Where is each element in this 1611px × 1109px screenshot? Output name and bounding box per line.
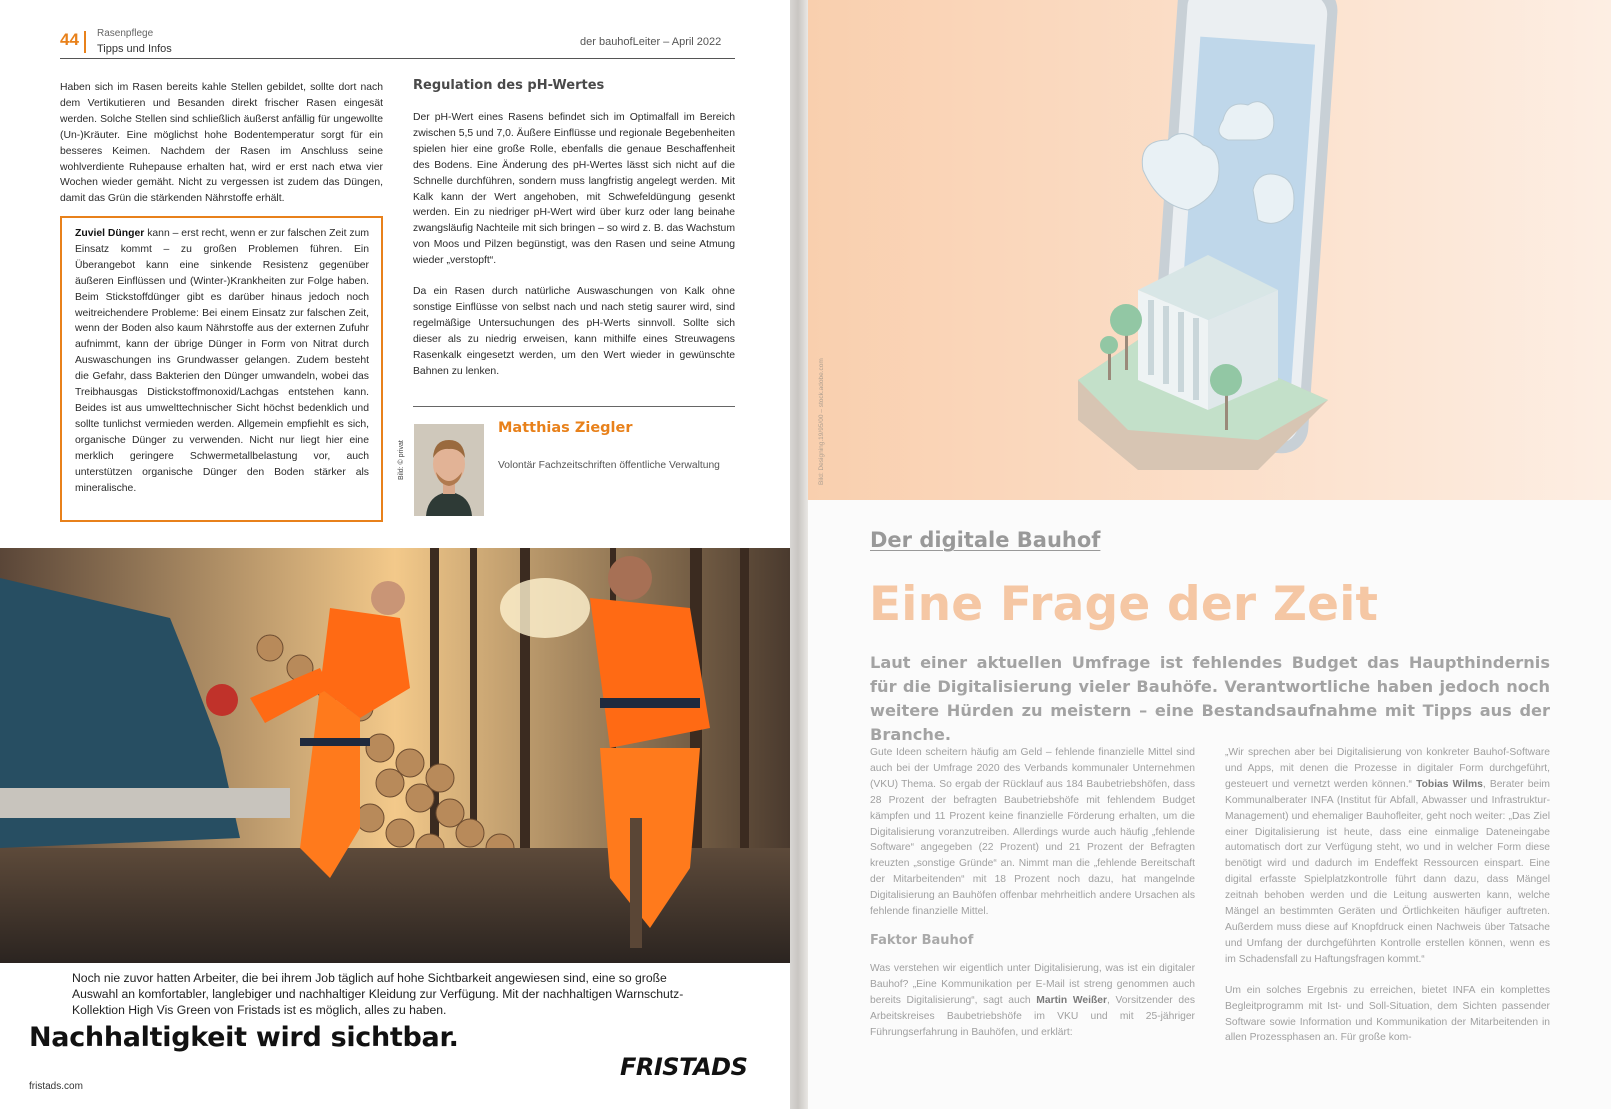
left-page xyxy=(0,0,790,1109)
header-rule xyxy=(60,58,735,59)
author-portrait-image xyxy=(414,424,484,516)
page-number: 44 xyxy=(60,30,79,49)
subheading-faktor-bauhof: Faktor Bauhof xyxy=(870,932,974,948)
infobox-body: kann – erst recht, wenn er zur falschen Zeit zum Einsatz kommt – zu großen Problemen führen. Ein Überangebot kann eine sinkende Resistenz gegenüber äußeren Einflüssen und (Winter-)Krankheiten zur Folge haben. Beim Stickstoffdünger gibt es darüber hinaus jedoch noch weitreichendere Probleme: Bei einem Einsatz zur falschen Zeit, wenn der Boden also kaum Nährstoffe aus der externen Zufuhr aufnimmt, kann der übrige Dünger in Form von Nitrat durch Auswaschungen ins Grundwasser gelangen. Zudem besteht die Gefahr, dass Bakterien den Dünger umwandeln, wobei das Treibhausgas Distickstoffmonoxid/Lachgas entstehen kann. Beides ist aus umwelttechnischer Sicht höchst bedenklich und sollte tunlichst vermieden werden. Allgemein empfiehlt es sich, organische Dünger zu verwenden. Nicht nur liegt hier eine merklich geringere Schwermetallbelastung vor, auch unterstützen organische Dünger den Boden stärker als mineralische. xyxy=(75,228,370,494)
article-column-1 xyxy=(870,745,1195,1055)
col1-p2-text-a: Was verstehen wir eigentlich unter Digitalisierung, was ist ein digitaler Bauhof? „Eine Kommunikation per E-Mail ist streng genommen auch bereits Digitalisierung“, sagt auch xyxy=(870,962,1195,1006)
quote-name-wilms: Tobias Wilms xyxy=(1416,778,1483,790)
author-rule xyxy=(413,406,735,407)
digital-townhall-illustration xyxy=(808,0,1611,500)
ad-headline: Nachhaltigkeit wird sichtbar. xyxy=(29,1022,459,1053)
infobox xyxy=(60,216,383,522)
col1-paragraph-2 xyxy=(870,961,1195,1041)
col2-p1-text-a: „Wir sprechen aber bei Digitalisierung von konkreter Bauhof-Software und Apps, mit denen die Prozesse in digitaler Form durchgeführt, gesteuert und vernetzt werden können.“ xyxy=(1225,747,1550,790)
ad-url[interactable]: fristads.com xyxy=(29,1081,83,1092)
ad-caption: Noch nie zuvor hatten Arbeiter, die bei ihrem Job täglich auf hohe Sichtbarkeit angewiesen sind, eine so große Auswahl an komfortabler, langlebiger und nachhaltiger Kleidung zur Verfügung. Mit der nachhaltigen Warnschutz- Kollektion High Vis Green von Fristads ist es möglich, alles zu haben. xyxy=(72,971,684,1017)
article-column-2 xyxy=(1225,745,1550,1061)
ph-paragraph-1: Der pH-Wert eines Rasens befindet sich im Optimalfall im Bereich zwischen 5,5 und 7,0. Äußere Einflüsse und regionale Begebenheiten spielen hier eine große Rolle, ebenfalls die genaue Beschaffenheit des Bodens. Eine Änderung des pH-Wertes lässt sich nicht auf die Schnelle durchführen, sondern muss langfristig angelegt werden. Mit Kalk kann der Wert angehoben, mit Schwefeldüngung gesenkt werden. Ein zu niedriger pH-Wert wird über kurz oder lang beinahe zwangsläufig Nachteile mit sich bringen – so wird z. B. das Wachstum von Moos und Pilzen begünstigt, was den Rasen und seine Atmung wieder „verstopft“. xyxy=(413,112,735,267)
col2-p1-text-b: , Berater beim Kommunalberater INFA (Institut für Abfall, Abwasser und Infrastruktur-Management) und ehemaliger Bauhofleiter, geht noch weiter: „Das Ziel einer Digitalisierung ist heute, dass eine einmalige Dateneingabe automatisch dort zur Verfügung steht, wo und in welcher Form diese benötigt wird und dadurch im Endeffekt Ressourcen einspart. Eine digital erfasste Spielplatzkontrolle führt dann dazu, dass Mängel zeitnah behoben werden und die Leitung auswerten kann, welche Mängel an bestimmten Geräten und Örtlichkeiten häufiger auftreten. Außerdem muss diese auf Knopfdruck einen Nachweis über Tatsache und Umfang der durchgeführten Kontrolle erstellen können, wenn es im Schadensfall zu Haftungsfragen kommt.“ xyxy=(1225,778,1551,965)
ad-photo xyxy=(0,548,790,963)
col2-paragraph-1 xyxy=(1225,745,1550,968)
section-sublabel: Tipps und Infos xyxy=(97,43,172,55)
article-kicker: Der digitale Bauhof xyxy=(870,528,1101,552)
workers-photo xyxy=(0,548,790,963)
publication-info: der bauhofLeiter – April 2022 xyxy=(580,36,722,48)
article-title: Eine Frage der Zeit xyxy=(869,577,1379,632)
ph-heading: Regulation des pH-Wertes xyxy=(413,78,605,93)
infobox-lead: Zuviel Dünger xyxy=(75,228,145,239)
col1-paragraph-1: Gute Ideen scheitern häufig am Geld – fehlende finanzielle Mittel sind auch bei der Umfrage 2020 des Verbands kommunaler Unternehmen (VKU) Thema. So ergab der Rücklauf aus 184 Baubetriebshöfen, dass 28 Prozent der befragten Baubetriebshöfe mit fehlendem Budget kämpfen und 11 Prozent keine finanzielle Förderung erhalten, um die Digitalisierung voranzutreiben. Allerdings wurde auch häufig „fehlende Software“ angegeben (22 Prozent) und 21 Prozent der Befragten kreuzten „sonstige Gründe“ an. Nimmt man die „fehlende Bereitschaft der Mitarbeitenden“ mit 18 Prozent noch dazu, hat mangelnde Digitalisierung an Bauhöfen offenbar mehrheitlich andere Ursachen als fehlende finanzielle Mittel. xyxy=(870,747,1195,918)
section-label: Rasenpflege xyxy=(97,28,154,39)
col1-p2-text-b: , Vorsitzender des Arbeitskreises Baubetriebshöfe im VKU und mit 25-jähriger Führungserfahrung in Bauhöfen, und erklärt: xyxy=(870,994,1195,1038)
hero-illustration xyxy=(808,0,1611,500)
author-photo xyxy=(414,424,484,516)
ph-column xyxy=(413,110,735,395)
quote-name-weisser: Martin Weißer xyxy=(1036,994,1107,1006)
photo-credit: Bild: © privat xyxy=(398,440,405,480)
ph-paragraph-2: Da ein Rasen durch natürliche Auswaschungen von Kalk ohne sonstige Einflüsse von selbst nach und nach stetig saurer wird, sind regelmäßige Untersuchungen des pH-Werts sinnvoll. Sollte sich dieser als zu niedrig erweisen, kann mithilfe eines Streuwagens Rasenkalk eingesetzt werden, um den Wert wieder in gewünschte Bahnen zu lenken. xyxy=(413,286,735,377)
col2-paragraph-2: Um ein solches Ergebnis zu erreichen, bietet INFA ein komplettes Begleitprogramm mit Ist- und Soll-Situation, dem Sichten passender Software sowie Information und Kommunikation der Mitarbeitenden in allen Prozessphasen an. Für große kom- xyxy=(1225,984,1550,1044)
page-gutter xyxy=(790,0,808,1109)
intro-paragraph: Haben sich im Rasen bereits kahle Stellen gebildet, sollte dort nach dem Vertikutieren und Besanden direkt frischer Rasen eingesät werden. Solche Stellen sind schließlich äußerst anfällig für ungewollte (Un-)Kräuter. Eine möglichst hohe Bodentemperatur sorgt für ein besseres Keimen. Nachdem der Rasen im Anschluss seine wohlverdiente Ruhepause erhalten hat, wird er erst nach etwa vier Wochen wieder gemäht. Nicht zu vergessen ist zudem das Düngen, damit das Grün die stärkenden Nährstoffe erhält. xyxy=(60,82,383,205)
infobox-text xyxy=(75,226,369,496)
illustration-credit: Bild: Designing.19/95/00 – stock.adobe.com xyxy=(818,358,825,485)
right-page xyxy=(808,0,1611,1109)
author-role: Volontär Fachzeitschriften öffentliche Verwaltung xyxy=(498,460,720,471)
article-lead: Laut einer aktuellen Umfrage ist fehlendes Budget das Haupthindernis für die Digitalisierung vieler Bauhöfe. Verantwortliche haben jedoch noch weitere Hürden zu meistern – eine Bestandsaufnahme mit Tipps aus der Branche. xyxy=(870,653,1550,744)
header-divider xyxy=(84,31,86,53)
fristads-logo: FRISTADS xyxy=(620,1053,748,1081)
author-name: Matthias Ziegler xyxy=(498,420,633,436)
